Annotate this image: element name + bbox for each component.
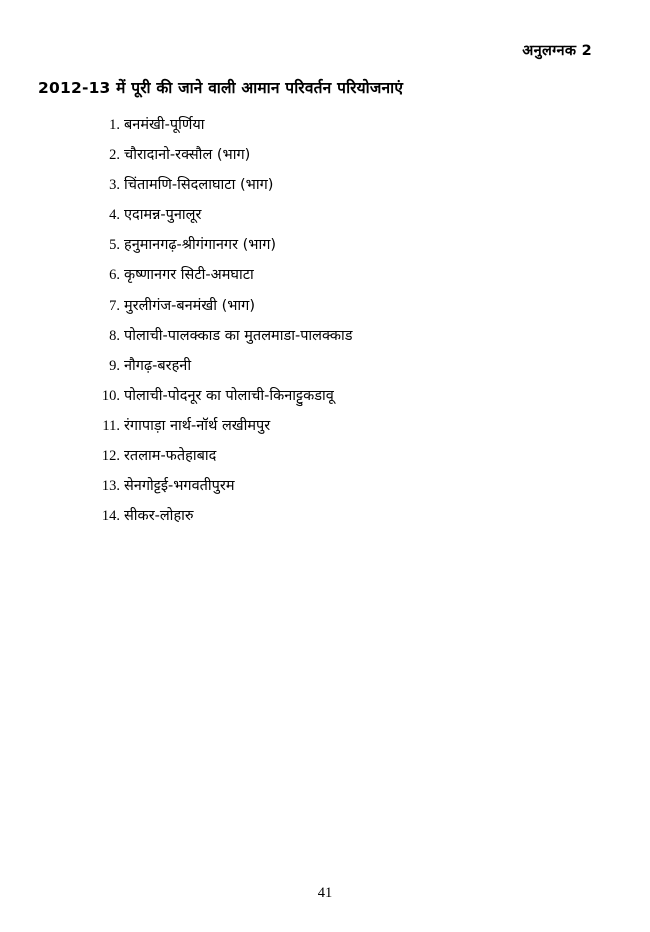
list-item: मुरलीगंज-बनमंखी (भाग) [124, 297, 255, 314]
list-item: बनमंखी-पूर्णिया [124, 117, 205, 133]
list-item: पोलाची-पोदनूर का पोलाची-किनाट्टुकडावू [124, 387, 334, 404]
list-item: नौगढ़-बरहनी [124, 357, 192, 374]
list-item: कृष्णानगर सिटी-अमघाटा [124, 267, 254, 284]
annexure-label: अनुलग्नक 2 [522, 43, 592, 59]
list-item: चौरादानो-रक्सौल (भाग) [124, 147, 251, 164]
list-item: एदामन्न-पुनालूर [124, 207, 202, 224]
list-item: पोलाची-पालक्काड का मुतलमाडा-पालक्काड [124, 327, 353, 344]
list-item: सेनगोट्टई-भगवतीपुरम [124, 478, 235, 495]
list-item: रतलाम-फतेहाबाद [124, 448, 217, 465]
list-item: सीकर-लोहारु [124, 508, 194, 525]
list-item: हनुमानगढ़-श्रीगंगानगर (भाग) [124, 237, 277, 254]
list-item: चिंतामणि-सिदलाघाटा (भाग) [124, 177, 274, 194]
list-item: रंगापाड़ा नार्थ-नॉर्थ लखीमपुर [124, 417, 271, 434]
page-number: 41 [317, 885, 333, 901]
page-title: 2012-13 में पूरी की जाने वाली आमान परिवर्तन परियोजनाएं [38, 79, 404, 97]
project-list [38, 118, 610, 539]
